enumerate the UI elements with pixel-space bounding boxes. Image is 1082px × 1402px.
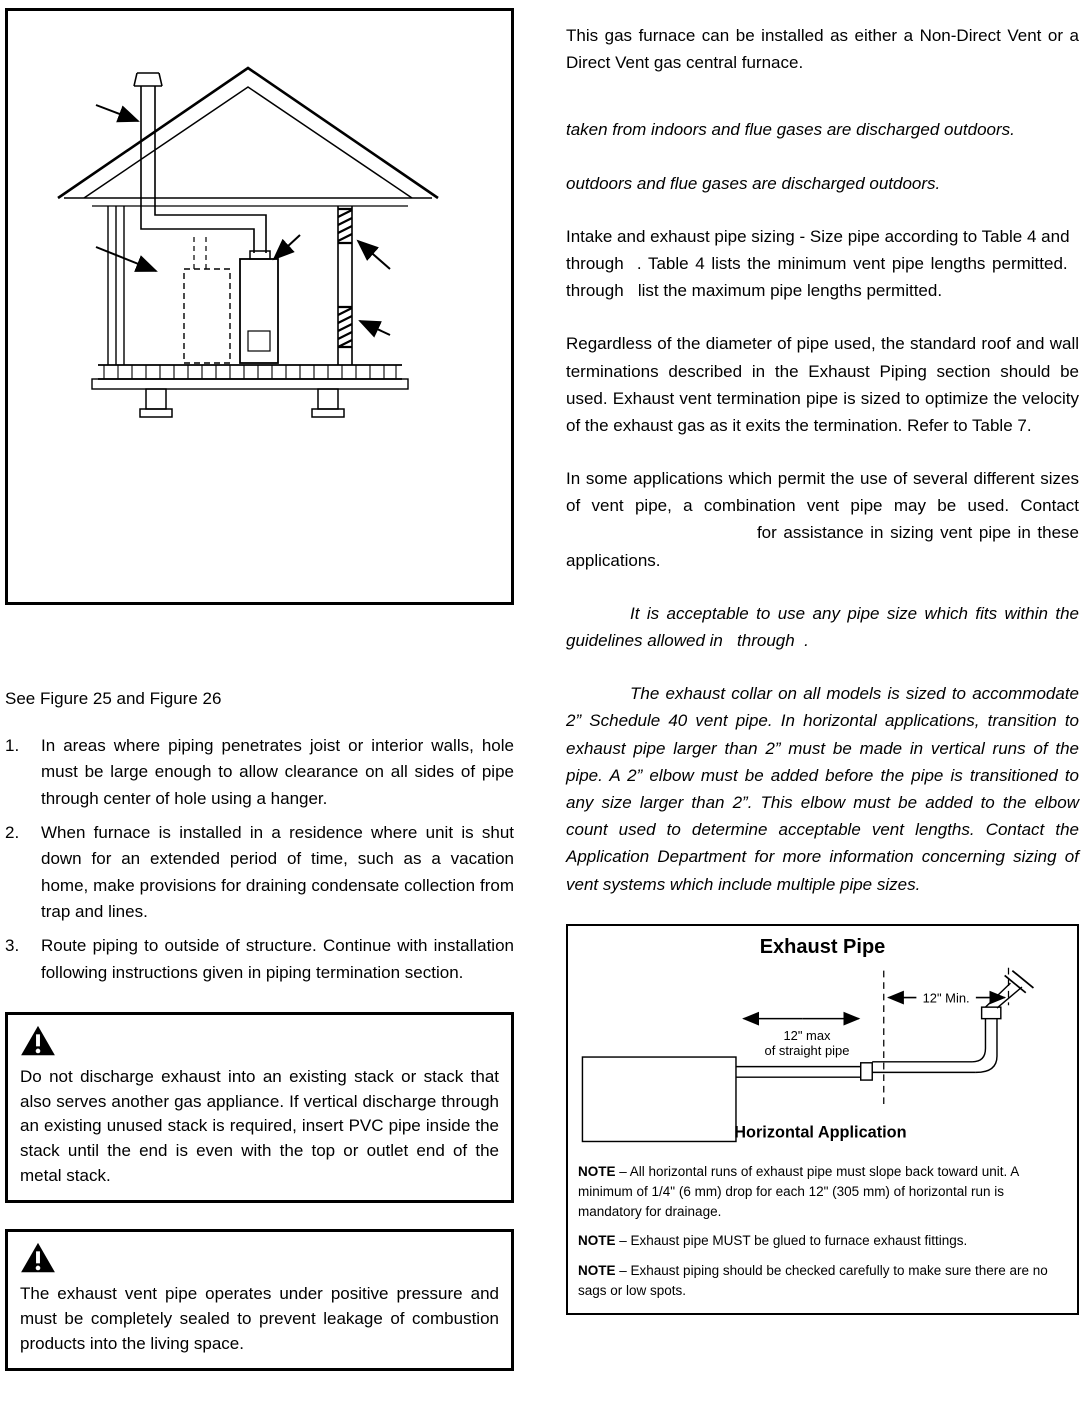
- warning-box-stack: [5, 1012, 514, 1203]
- warning-icon: [20, 1242, 56, 1274]
- list-text: In areas where piping penetrates joist or interior walls, hole must be large enough to allow clearance on all sides of pipe through center of hole using a hanger.: [41, 736, 514, 808]
- note-label: NOTE: [578, 1163, 616, 1179]
- warning-icon-row: [20, 1240, 499, 1282]
- dimension-label-12-max: 12" max: [783, 1027, 831, 1043]
- figure-note: [578, 1162, 1067, 1223]
- note-text: – Exhaust pipe MUST be glued to furnace exhaust fittings.: [615, 1233, 968, 1249]
- list-number: 2.: [5, 823, 20, 843]
- list-item: [5, 933, 514, 986]
- dimension-label-straight-pipe: of straight pipe: [764, 1042, 850, 1058]
- list-item: [5, 733, 514, 812]
- list-text: Route piping to outside of structure. Continue with installation following instructions given in piping termination section.: [41, 936, 514, 982]
- paragraph-terminations: Regardless of the diameter of pipe used, the standard roof and wall terminations described in the Exhaust Piping section should be used. Exhaust vent termination pipe is sized to optimize the velocity of the exhaust gas as it exits the termination. Refer to Table 7.: [566, 334, 1079, 435]
- exhaust-pipe-diagram: [578, 963, 1059, 1153]
- list-text: When furnace is installed in a residence where unit is shut down for an extended period of time, such as a vacation home, make provisions for draining condensate collection from trap and lines.: [41, 823, 514, 922]
- figure-caption: Horizontal Application: [734, 1123, 907, 1142]
- paragraph-intro: This gas furnace can be installed as either a Non-Direct Vent or a Direct Vent gas central furnace.: [566, 26, 1079, 73]
- figure-note: [578, 1261, 1067, 1302]
- list-number: 1.: [5, 736, 20, 755]
- dimension-label-12-min: 12" Min.: [922, 990, 970, 1006]
- figure-note: [578, 1231, 1067, 1251]
- house-installation-figure: [5, 8, 514, 605]
- figure-title: Exhaust Pipe: [759, 935, 886, 958]
- house-diagram: [8, 11, 511, 602]
- paragraph-combination-pipe: In some applications which permit the use of several different sizes of vent pipe, a combination vent pipe may be used. Contact for assistance in sizing vent pipe in these applications.: [566, 469, 1079, 570]
- note-label: NOTE: [578, 1262, 616, 1278]
- list-number: 3.: [5, 936, 20, 956]
- paragraph-nondirect-vent: taken from indoors and flue gases are discharged outdoors.: [566, 120, 1015, 140]
- warning-text: Do not discharge exhaust into an existing stack or stack that also serves another gas appliance. If vertical discharge through an existing unused stack is required, insert PVC pipe inside the stack until the end is even with the top or outlet end of the metal stack.: [20, 1067, 499, 1185]
- list-item: [5, 820, 514, 925]
- furnace-box: [582, 1057, 736, 1141]
- warning-icon-row: [20, 1023, 499, 1065]
- note-text: – Exhaust piping should be checked carefully to make sure there are no sags or low spots.: [578, 1262, 1048, 1298]
- paragraph-pipe-sizing: Intake and exhaust pipe sizing - Size pipe according to Table 4 and through . Table 4 lists the minimum vent pipe lengths permitted. through list the maximum pipe lengths permitted.: [566, 226, 1079, 301]
- note-text: – All horizontal runs of exhaust pipe must slope back toward unit. A minimum of 1/4" (6 mm) drop for each 12" (305 mm) of horizontal run is mandatory for drainage.: [578, 1163, 1019, 1220]
- note-label: NOTE: [578, 1233, 616, 1249]
- see-figures-text: See Figure 25 and Figure 26: [5, 689, 222, 708]
- warning-text: The exhaust vent pipe operates under positive pressure and must be completely sealed to prevent leakage of combustion products into the living space.: [20, 1284, 499, 1353]
- right-column: [566, 8, 1079, 1371]
- paragraph-acceptable-sizes: It is acceptable to use any pipe size which fits within the guidelines allowed in through .: [566, 603, 1079, 650]
- paragraph-direct-vent: outdoors and flue gases are discharged outdoors.: [566, 173, 941, 193]
- left-column: [5, 8, 514, 1371]
- warning-icon: [20, 1025, 56, 1057]
- paragraph-exhaust-collar: The exhaust collar on all models is sized to accommodate 2” Schedule 40 vent pipe. In horizontal applications, transition to exhaust pipe larger than 2” must be made in vertical runs of the pipe. A 2” elbow must be added before the pipe is transitioned to any size larger than 2”. This elbow must be added to the elbow count used to determine acceptable vent lengths. Contact the Application Department for more information concerning sizing of vent systems which include multiple pipe sizes.: [566, 684, 1079, 894]
- warning-box-positive-pressure: [5, 1229, 514, 1371]
- instruction-list: [5, 733, 514, 986]
- exhaust-pipe-figure: [566, 924, 1079, 1316]
